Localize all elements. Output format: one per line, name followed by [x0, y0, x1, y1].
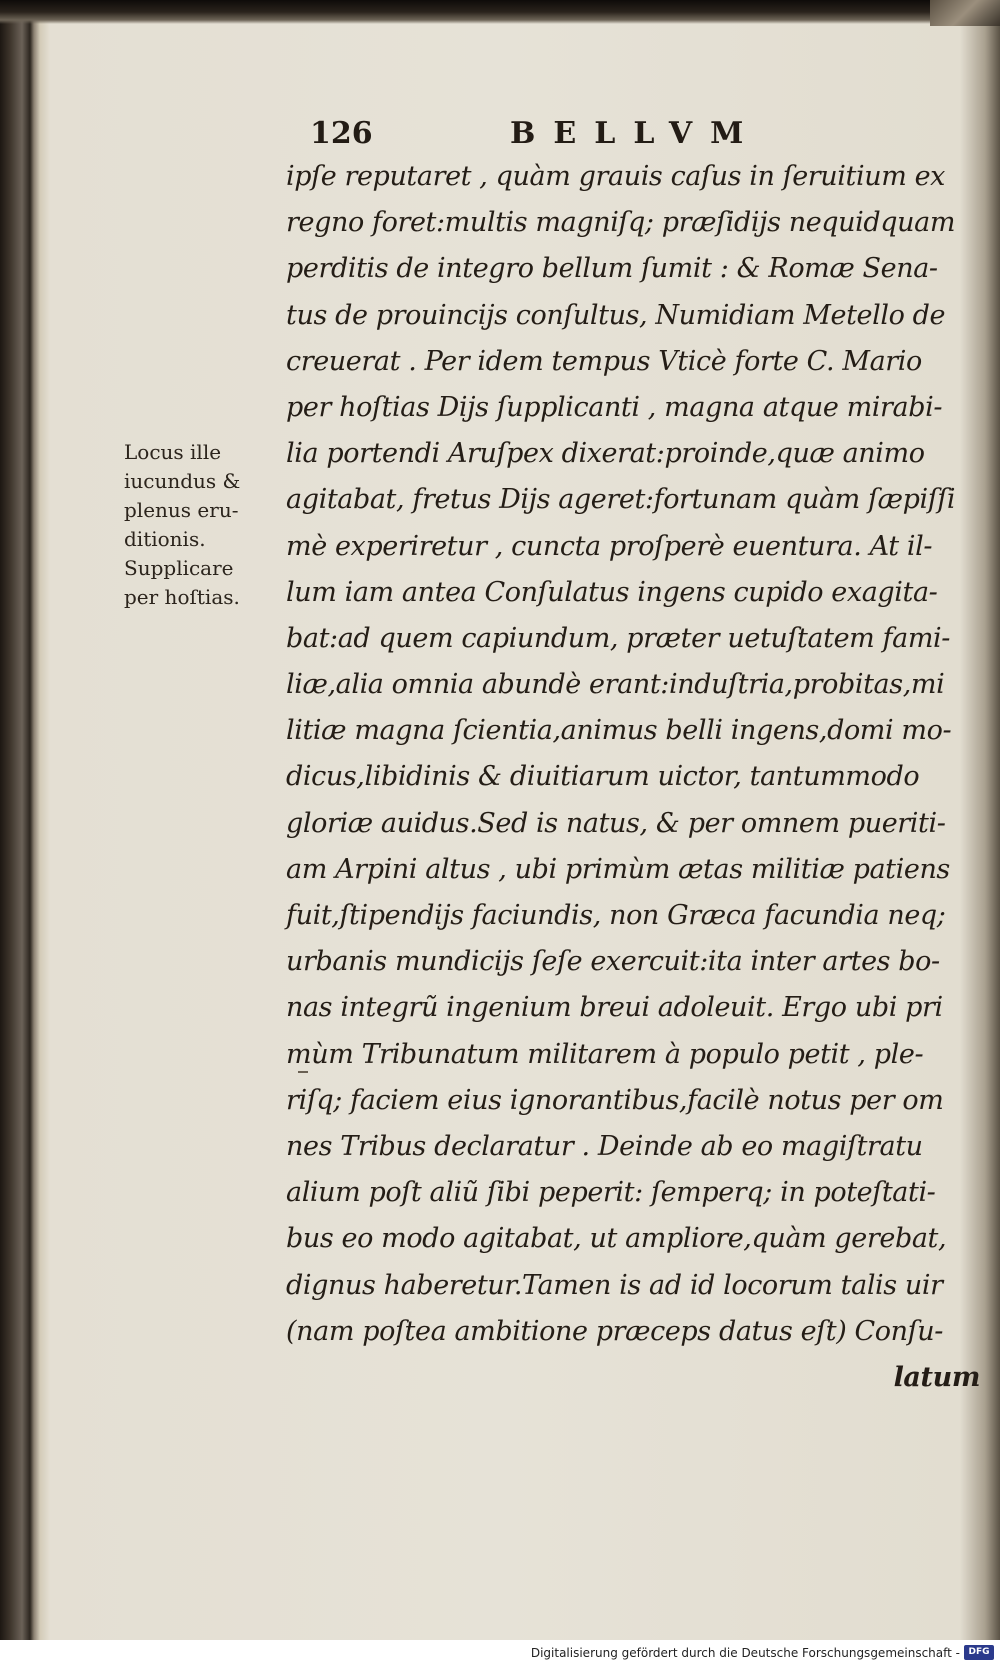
marginal-note-line: ditionis.: [124, 527, 206, 551]
text-line: per hoſtias Dijs ſupplicanti , magna atque mirabi-: [286, 391, 943, 423]
marginal-note-line: plenus eru-: [124, 498, 239, 522]
text-line: bus eo modo agitabat, ut ampliore,quàm gerebat,: [286, 1223, 947, 1255]
text-line: regno foret:multis magniſq; præſidijs nequidquam: [286, 207, 956, 239]
running-title: BELLVM: [510, 116, 762, 151]
text-line: gloriæ auidus.Sed is natus, & per omnem pueriti-: [286, 807, 946, 839]
text-line: bat:ad quem capiundum, præter uetuſtatem fami-: [286, 622, 950, 654]
marginal-note-line: per hoſtias.: [124, 585, 240, 609]
book-edge-top: [0, 0, 1000, 24]
text-line: lia portendi Aruſpex dixerat:proinde,quæ animo: [286, 438, 925, 470]
running-head: [40, 102, 988, 162]
text-line: perditis de integro bellum ſumit : & Romæ Sena-: [286, 253, 938, 285]
text-line: urbanis mundicijs ſeſe exercuit:ita inter artes bo-: [286, 946, 940, 978]
text-line: agitabat, fretus Dijs ageret:fortunam quàm ſæpiſſi: [286, 484, 956, 516]
text-line: mùm Tribunatum militarem à populo petit , ple-: [286, 1038, 924, 1070]
text-line: dicus,libidinis & diuitiarum uictor, tantummodo: [286, 761, 920, 793]
text-line: ipſe reputaret , quàm grauis caſus in ſeruitium ex: [286, 161, 945, 192]
text-line: tus de prouincijs conſultus, Numidiam Metello de: [286, 299, 946, 331]
marginal-notes: [124, 438, 284, 612]
text-line: alium poſt aliũ ſibi peperit: ſemperq; in poteſtati-: [286, 1177, 936, 1209]
footer-bar: [0, 1640, 1000, 1667]
text-line: liæ,alia omnia abundè erant:induſtria,probitas,mi: [286, 669, 945, 701]
marginal-note-line: Locus ille: [124, 440, 222, 464]
funding-credit: Digitalisierung gefördert durch die Deutsche Forschungsgemeinschaft -: [530, 1646, 960, 1660]
text-line: nes Tribus declaratur . Deinde ab eo magiſtratu: [286, 1130, 923, 1162]
text-line: riſq; faciem eius ignorantibus,facilè notus per om: [286, 1084, 944, 1116]
text-line: mè experiretur , cuncta proſperè euentura. At il-: [286, 530, 933, 562]
text-line: dignus haberetur.Tamen is ad id locorum talis uir: [286, 1269, 943, 1301]
text-line: fuit,ſtipendijs faciundis, non Græca facundia neq;: [286, 900, 946, 931]
marginal-note-line: iucundus &: [124, 469, 241, 493]
text-line: creuerat . Per idem tempus Vticè forte C. Mario: [286, 345, 922, 377]
marginal-note-line: Supplicare: [124, 556, 234, 580]
text-line: lum iam antea Conſulatus ingens cupido exagita-: [286, 576, 938, 608]
body-text: [286, 154, 984, 1401]
text-line: nas integrũ ingenium breui adoleuit. Ergo ubi pri: [286, 992, 943, 1024]
book-page: [40, 22, 988, 1632]
text-line: litiæ magna ſcientia,animus belli ingens,domi mo-: [286, 715, 952, 747]
text-line: am Arpini altus , ubi primùm ætas militiæ patiens: [286, 853, 950, 885]
catchword: latum: [893, 1361, 980, 1393]
text-line: (nam poſtea ambitione præceps datus eſt) Conſu-: [286, 1315, 943, 1347]
page-number: 126: [310, 116, 373, 151]
dfg-logo-icon: DFG: [964, 1645, 994, 1660]
